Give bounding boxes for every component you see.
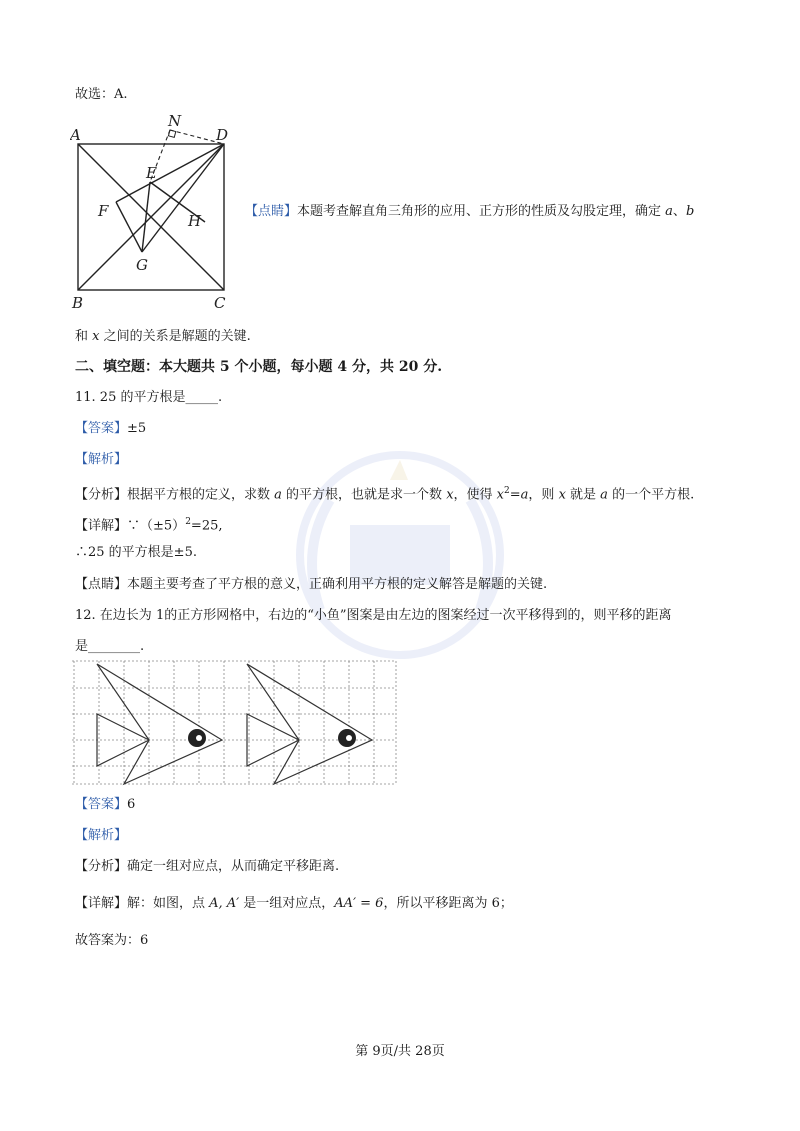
label-g: G: [136, 256, 148, 274]
square-diagram: [70, 112, 240, 312]
q12-question-line2: 是________.: [75, 639, 145, 654]
segment-fd: [116, 144, 224, 202]
grid: [72, 661, 396, 784]
prev-comment-line2: 和 x 之间的关系是解题的关键.: [75, 329, 251, 344]
prev-comment: 【点睛】本题考查解直角三角形的应用、正方形的性质及勾股定理，确定 a、b: [245, 204, 695, 219]
label-n: N: [168, 112, 182, 130]
q12-analysis: 【分析】确定一组对应点，从而确定平移距离.: [75, 859, 340, 874]
q12-question-line1: 12. 在边长为 1的正方形网格中，右边的“小鱼”图案是由左边的图案经过一次平移得到的，则平移的距离: [75, 608, 672, 623]
q12-detail: 【详解】解：如图，点 A, A′ 是一组对应点，AA′ = 6，所以平移距离为 6；: [75, 896, 513, 911]
label-b: B: [72, 294, 84, 312]
q12-answer: 【答案】6: [75, 797, 136, 812]
segment-eg: [142, 182, 150, 252]
q11-answer: 【答案】±5: [75, 421, 147, 436]
label-f: F: [98, 202, 109, 220]
q11-therefore: ∴25 的平方根是±5.: [75, 545, 197, 560]
q11-question: 11. 25 的平方根是_____.: [75, 390, 223, 405]
comment-tag: 【点睛】: [245, 204, 298, 219]
segment-fg: [116, 202, 142, 252]
q12-jiexi: 【解析】: [75, 828, 128, 843]
fish-grid-figure: [72, 658, 402, 786]
q11-detail: 【详解】$\because(\pm 5)^2=25$,: [75, 517, 223, 534]
label-c: C: [214, 294, 226, 312]
label-a: A: [70, 126, 81, 144]
q11-comment: 【点睛】本题主要考查了平方根的意义，正确利用平方根的定义解答是解题的关键.: [75, 577, 548, 592]
q12-final: 故答案为：6: [75, 933, 149, 948]
label-h: H: [188, 212, 202, 230]
segment-gd: [142, 144, 224, 252]
watermark-logo: [280, 440, 520, 670]
q11-jiexi: 【解析】: [75, 452, 128, 467]
q11-analysis: 【分析】根据平方根的定义，求数 a 的平方根，也就是求一个数 x，使得 $x^2=a$，则 x 就是 a 的一个平方根.: [75, 486, 695, 503]
label-d: D: [216, 126, 229, 144]
prev-conclusion: 故选：A.: [75, 87, 128, 102]
page-footer: 第 9页/共 28页: [355, 1044, 445, 1059]
label-e: E: [146, 164, 157, 182]
section-heading: 二、填空题：本大题共 5 个小题，每小题 4 分，共 20 分.: [75, 359, 443, 375]
